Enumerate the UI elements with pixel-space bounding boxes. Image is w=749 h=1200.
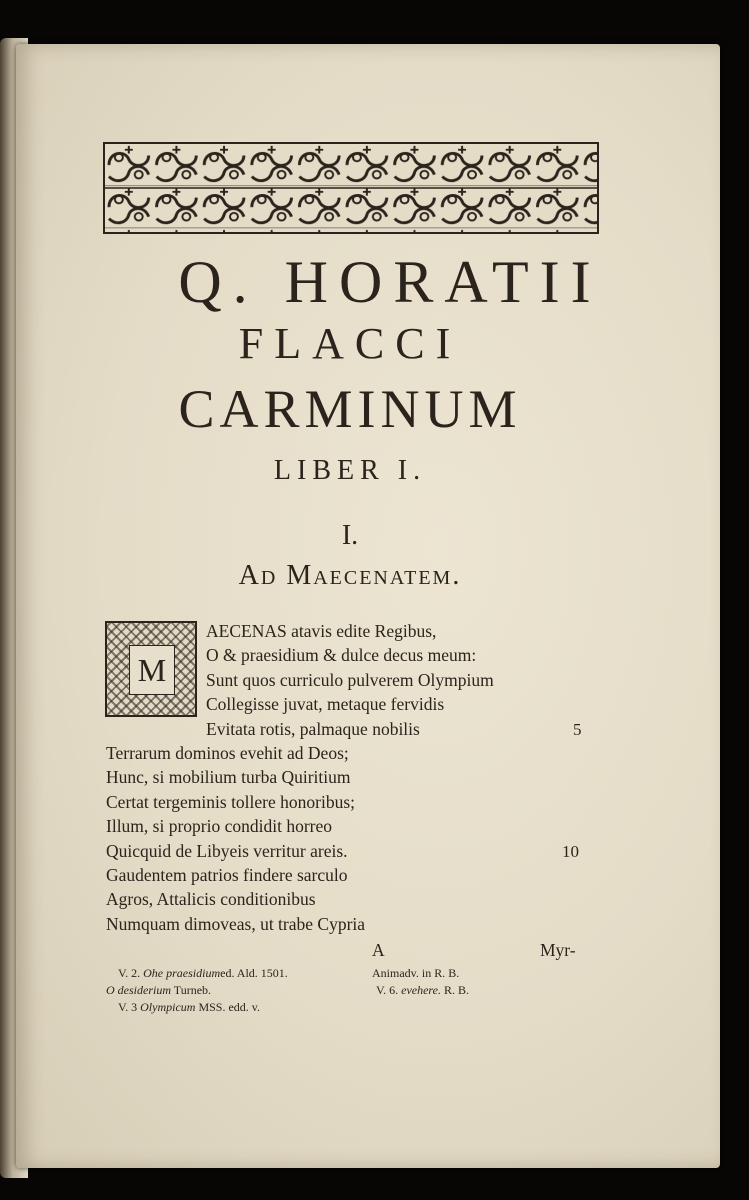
line-number-10: 10: [562, 842, 579, 861]
verse-line-13: Numquam dimoveas, ut trabe Cypria: [106, 914, 366, 934]
footnote-1: [118, 966, 288, 981]
signature-mark: A: [372, 940, 385, 960]
verse-line-12: Agros, Attalicis conditionibus: [106, 889, 316, 909]
footnote-2-source: Turneb.: [173, 983, 212, 997]
footnote-2-variant: O desiderium: [106, 983, 171, 997]
verse-line-9: Illum, si proprio condidit horreo: [106, 816, 333, 836]
verse-line-10: Quicquid de Libyeis verritur areis.: [106, 841, 348, 861]
drop-cap-ornament: [105, 621, 197, 717]
footnote-3-prefix: V. 3: [118, 1000, 138, 1014]
verse-line-6: Terrarum dominos evehit ad Deos;: [106, 743, 349, 763]
title-line-1: Q. HORATII: [178, 249, 602, 315]
title-line-3: CARMINUM: [178, 379, 522, 439]
headpiece-ornament: [103, 142, 599, 234]
verse-line-3: Sunt quos curriculo pulverem Olympium: [206, 670, 494, 690]
footnote-2: [106, 983, 211, 998]
verse-line-5: Evitata rotis, palmaque nobilis: [206, 719, 420, 739]
ode-number: I.: [341, 520, 359, 551]
footnote-1-source: ed. Ald. 1501.: [220, 966, 288, 980]
verse-line-8: Certat tergeminis tollere honoribus;: [106, 792, 355, 812]
verse-line-2: O & praesidium & dulce decus meum:: [206, 645, 477, 665]
verse-line-7: Hunc, si mobilium turba Quiritium: [106, 767, 351, 787]
footnote-1-right: Animadv. in R. B.: [372, 966, 460, 980]
ode-heading: Ad Maecenatem.: [238, 560, 462, 591]
verse-line-4: Collegisse juvat, metaque fervidis: [206, 694, 445, 714]
footnote-1-variant: Ohe praesidium: [143, 966, 221, 980]
drop-cap-letter: M: [129, 645, 175, 695]
title-line-4: LIBER I.: [273, 455, 427, 486]
verse-line-1: AECENAS atavis edite Regibus,: [206, 621, 437, 641]
footnote-2-right: [376, 983, 469, 998]
footnote-3: [118, 1000, 260, 1015]
title-line-2: FLACCI: [238, 319, 462, 368]
footnote-2-right-prefix: V. 6.: [376, 983, 399, 997]
footnote-1-prefix: V. 2.: [118, 966, 141, 980]
catchword: Myr-: [540, 940, 576, 960]
line-number-5: 5: [573, 720, 582, 739]
footnote-2-right-source: R. B.: [443, 983, 469, 997]
footnote-2-right-variant: evehere.: [401, 983, 441, 997]
footnote-3-variant: Olympicum: [140, 1000, 196, 1014]
verse-line-11: Gaudentem patrios findere sarculo: [106, 865, 348, 885]
footnote-3-source: MSS. edd. v.: [198, 1000, 261, 1014]
